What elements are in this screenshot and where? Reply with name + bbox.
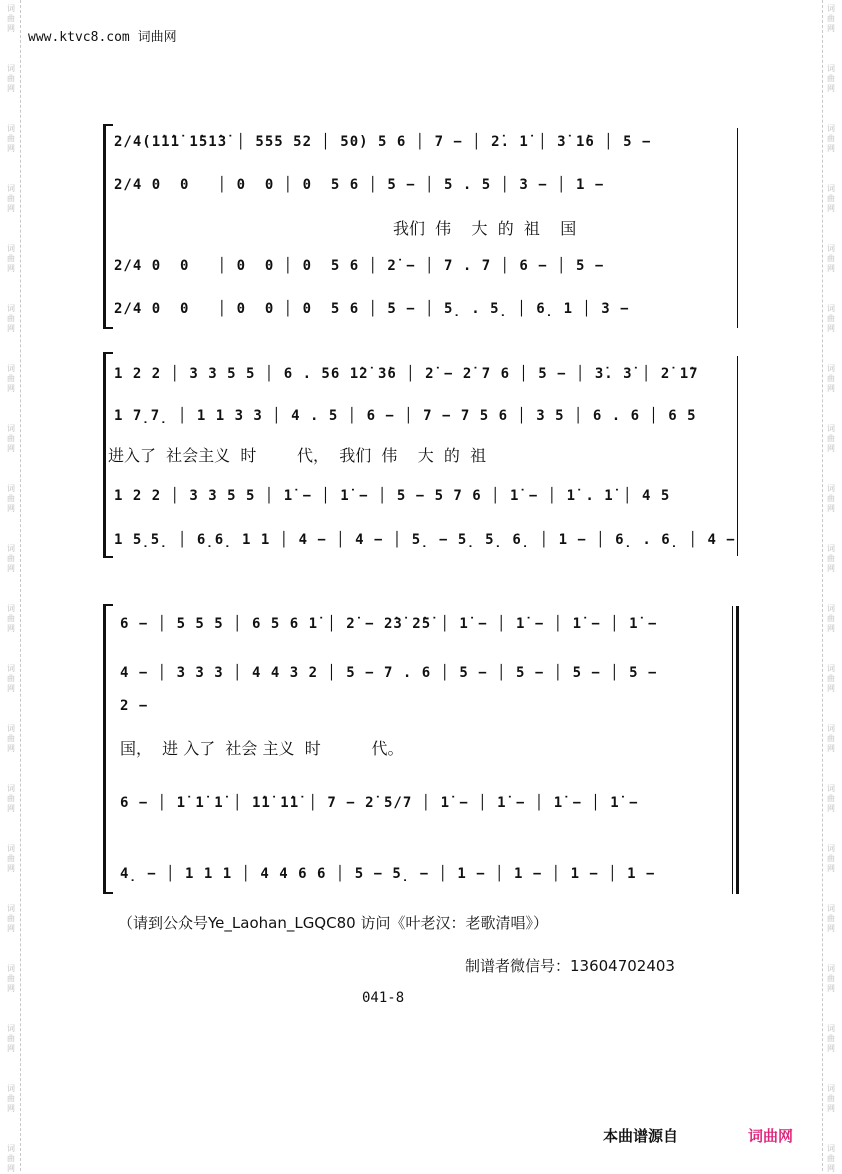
watermark-glyph-stack: 词 曲 网 xyxy=(827,484,835,513)
watermark-glyph-stack: 词 曲 网 xyxy=(827,184,835,213)
bracket-top xyxy=(103,604,113,606)
staff-line: 1 2 2 │ 3 3 5 5 │ 1̇ − │ 1̇ − │ 5 − 5 7 6 │ 1̇ − │ 1̇ . 1̇ │ 4 5 xyxy=(114,488,671,504)
staff-line: 4 − │ 3 3 3 │ 4 4 3 2 │ 5 − 7 . 6 │ 5 − │ 5 − │ 5 − │ 5 − xyxy=(120,665,658,681)
source-label: 本曲谱源自 xyxy=(603,1127,679,1145)
watermark-glyph-stack: 词 曲 网 xyxy=(827,244,835,273)
watermark-glyph-stack: 词 曲 网 xyxy=(7,484,15,513)
staff-line: 1 5̣5̣ │ 6̣6̣ 1 1 │ 4 − │ 4 − │ 5̣ − 5̣ 5̣ 6̣ │ 1 − │ 6̣ . 6̣ │ 4 − xyxy=(114,532,736,548)
bar-line xyxy=(737,356,738,556)
watermark-glyph-stack: 词 曲 网 xyxy=(827,1024,835,1053)
lyrics-line: 进入了 社会主义 时 代， 我们 伟 大 的 祖 xyxy=(108,446,487,465)
staff-line: 6 − │ 5 5 5 │ 6 5 6 1̇ │ 2̇ − 2̇3̇ 2̇5̇ │ 1̇ − │ 1̇ − │ 1̇ − │ 1̇ − xyxy=(120,616,658,632)
maker-info: 制谱者微信号：13604702403 xyxy=(465,957,675,975)
final-bar-thin xyxy=(732,606,733,894)
watermark-glyph-stack: 词 曲 网 xyxy=(7,604,15,633)
watermark-glyph-stack: 词 曲 网 xyxy=(827,1144,835,1173)
system-bracket xyxy=(103,604,106,894)
left-dashed-line xyxy=(20,0,21,1171)
watermark-glyph-stack: 词 曲 网 xyxy=(7,364,15,393)
site-header: www.ktvc8.com 词曲网 xyxy=(28,30,177,45)
watermark-glyph-stack: 词 曲 网 xyxy=(7,1084,15,1113)
right-watermark-strip xyxy=(820,0,842,1171)
lyrics-line: 我们 伟 大 的 祖 国 xyxy=(393,219,577,238)
staff-line: 6 − │ 1̇ 1̇ 1̇ │ 1̇1̇ 1̇1̇ │ 7 − 2̇ 5/7 │ 1̇ − │ 1̇ − │ 1̇ − │ 1̇ − xyxy=(120,795,639,811)
watermark-glyph-stack: 词 曲 网 xyxy=(827,844,835,873)
watermark-glyph-stack: 词 曲 网 xyxy=(7,724,15,753)
final-bar-thick xyxy=(736,606,739,894)
left-watermark-strip xyxy=(0,0,22,1171)
watermark-glyph-stack: 词 曲 网 xyxy=(7,664,15,693)
watermark-glyph-stack: 词 曲 网 xyxy=(7,304,15,333)
watermark-glyph-stack: 词 曲 网 xyxy=(827,904,835,933)
watermark-glyph-stack: 词 曲 网 xyxy=(827,664,835,693)
right-dashed-line xyxy=(822,0,823,1171)
watermark-glyph-stack: 词 曲 网 xyxy=(7,244,15,273)
watermark-glyph-stack: 词 曲 网 xyxy=(7,4,15,33)
staff-line: 2 − xyxy=(120,698,149,714)
watermark-glyph-stack: 词 曲 网 xyxy=(827,124,835,153)
bracket-bottom xyxy=(103,556,113,558)
source-brand-link[interactable]: 词曲网 xyxy=(748,1127,794,1145)
system-bracket xyxy=(103,352,106,558)
watermark-glyph-stack: 词 曲 网 xyxy=(7,784,15,813)
staff-line: 1 2 2 │ 3 3 5 5 │ 6 . 56 1̇2̇ 3̇6 │ 2̇ − 2̇ 7 6 │ 5 − │ 3̇. 3̇ │ 2̇ 1̇7 xyxy=(114,366,699,382)
page-number: 041-8 xyxy=(362,990,405,1006)
watermark-glyph-stack: 词 曲 网 xyxy=(827,544,835,573)
watermark-glyph-stack: 词 曲 网 xyxy=(7,1144,15,1173)
watermark-glyph-stack: 词 曲 网 xyxy=(7,1024,15,1053)
bracket-bottom xyxy=(103,892,113,894)
staff-line: 4̣ − │ 1 1 1 │ 4 4 6 6 │ 5 − 5̣ − │ 1 − │ 1 − │ 1 − │ 1 − xyxy=(120,866,656,882)
staff-line: 1 7̣7̣ │ 1 1 3 3 │ 4 . 5 │ 6 − │ 7 − 7 5 6 │ 3 5 │ 6 . 6 │ 6 5 xyxy=(114,408,697,424)
watermark-glyph-stack: 词 曲 网 xyxy=(827,4,835,33)
watermark-glyph-stack: 词 曲 网 xyxy=(827,304,835,333)
lyrics-line: 国， 进 入了 社会 主义 时 代。 xyxy=(120,739,404,758)
watermark-glyph-stack: 词 曲 网 xyxy=(7,184,15,213)
bracket-top xyxy=(103,352,113,354)
watermark-glyph-stack: 词 曲 网 xyxy=(827,724,835,753)
bracket-bottom xyxy=(103,327,113,329)
watermark-glyph-stack: 词 曲 网 xyxy=(827,964,835,993)
staff-line: 2/4 0 0 │ 0 0 │ 0 5 6 │ 2̇ − │ 7 . 7 │ 6 − │ 5 − xyxy=(114,258,605,274)
watermark-glyph-stack: 词 曲 网 xyxy=(827,784,835,813)
staff-line: 2/4(1̇1̇1̇ 1̇51̇3̇ │ 555 52 │ 50) 5 6 │ 7 − │ 2̇. 1̇ │ 3̇ 1̇6 │ 5 − xyxy=(114,134,652,150)
watermark-glyph-stack: 词 曲 网 xyxy=(827,64,835,93)
footer-note: （请到公众号Ye_Laohan_LGQC80 访问《叶老汉：老歌清唱》） xyxy=(118,914,548,932)
bar-line xyxy=(737,128,738,328)
watermark-glyph-stack: 词 曲 网 xyxy=(7,544,15,573)
watermark-glyph-stack: 词 曲 网 xyxy=(7,904,15,933)
watermark-glyph-stack: 词 曲 网 xyxy=(827,364,835,393)
staff-line: 2/4 0 0 │ 0 0 │ 0 5 6 │ 5 − │ 5 . 5 │ 3 − │ 1 − xyxy=(114,177,605,193)
watermark-glyph-stack: 词 曲 网 xyxy=(7,124,15,153)
watermark-glyph-stack: 词 曲 网 xyxy=(827,604,835,633)
watermark-glyph-stack: 词 曲 网 xyxy=(7,64,15,93)
watermark-glyph-stack: 词 曲 网 xyxy=(7,964,15,993)
bracket-top xyxy=(103,124,113,126)
watermark-glyph-stack: 词 曲 网 xyxy=(827,424,835,453)
watermark-glyph-stack: 词 曲 网 xyxy=(7,424,15,453)
watermark-glyph-stack: 词 曲 网 xyxy=(827,1084,835,1113)
watermark-glyph-stack: 词 曲 网 xyxy=(7,844,15,873)
system-bracket xyxy=(103,124,106,329)
staff-line: 2/4 0 0 │ 0 0 │ 0 5 6 │ 5 − │ 5̣ . 5̣ │ 6̣ 1 │ 3 − xyxy=(114,301,630,317)
